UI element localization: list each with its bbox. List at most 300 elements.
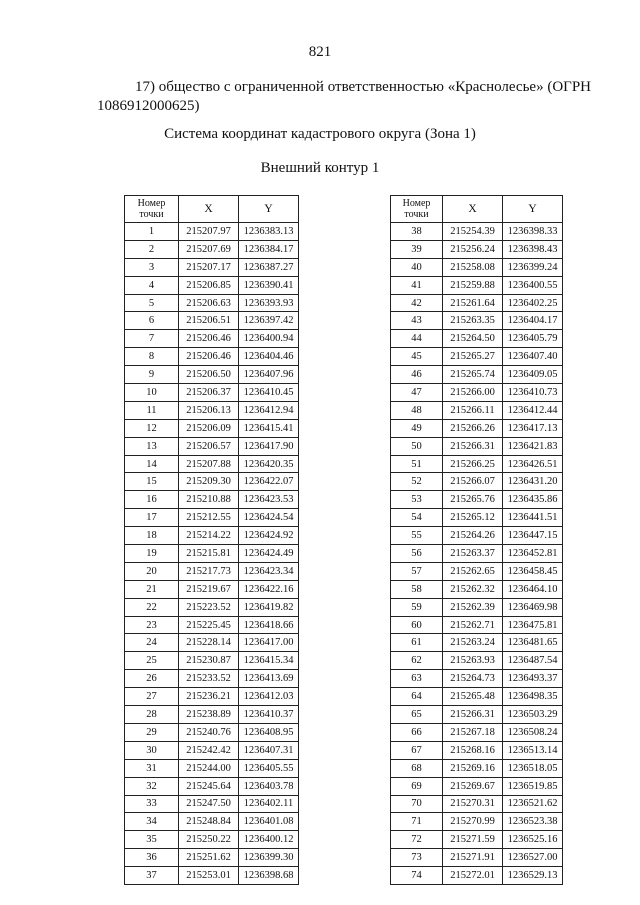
point-number-cell: 64 <box>391 688 443 706</box>
y-coordinate-cell: 1236508.24 <box>503 723 563 741</box>
table-row <box>391 545 563 563</box>
table-row <box>125 831 299 849</box>
y-coordinate-cell: 1236529.13 <box>503 867 563 885</box>
x-coordinate-cell: 215238.89 <box>179 706 239 724</box>
point-number-cell: 22 <box>125 598 179 616</box>
table-row <box>125 723 299 741</box>
point-number-cell: 40 <box>391 258 443 276</box>
point-number-cell: 33 <box>125 795 179 813</box>
y-coordinate-cell: 1236431.20 <box>503 473 563 491</box>
point-number-cell: 42 <box>391 294 443 312</box>
y-coordinate-cell: 1236423.53 <box>239 491 299 509</box>
y-coordinate-cell: 1236404.46 <box>239 348 299 366</box>
x-coordinate-cell: 215207.69 <box>179 240 239 258</box>
table-row <box>391 348 563 366</box>
y-coordinate-cell: 1236458.45 <box>503 562 563 580</box>
y-coordinate-cell: 1236423.34 <box>239 562 299 580</box>
table-row <box>125 294 299 312</box>
x-coordinate-cell: 215217.73 <box>179 562 239 580</box>
header-point-number: Номер точки <box>125 196 179 223</box>
table-row <box>391 831 563 849</box>
x-coordinate-cell: 215258.08 <box>443 258 503 276</box>
x-coordinate-cell: 215256.24 <box>443 240 503 258</box>
table-row <box>391 491 563 509</box>
y-coordinate-cell: 1236405.79 <box>503 330 563 348</box>
point-number-cell: 1 <box>125 223 179 241</box>
y-coordinate-cell: 1236521.62 <box>503 795 563 813</box>
table-row <box>391 384 563 402</box>
header-x: X <box>443 196 503 223</box>
point-number-cell: 46 <box>391 366 443 384</box>
y-coordinate-cell: 1236412.03 <box>239 688 299 706</box>
x-coordinate-cell: 215263.35 <box>443 312 503 330</box>
table-row <box>125 509 299 527</box>
y-coordinate-cell: 1236383.13 <box>239 223 299 241</box>
y-coordinate-cell: 1236399.30 <box>239 849 299 867</box>
y-coordinate-cell: 1236415.41 <box>239 419 299 437</box>
x-coordinate-cell: 215209.30 <box>179 473 239 491</box>
table-row <box>125 813 299 831</box>
table-row <box>125 258 299 276</box>
x-coordinate-cell: 215265.27 <box>443 348 503 366</box>
y-coordinate-cell: 1236518.05 <box>503 759 563 777</box>
y-coordinate-cell: 1236407.31 <box>239 741 299 759</box>
x-coordinate-cell: 215263.24 <box>443 634 503 652</box>
x-coordinate-cell: 215228.14 <box>179 634 239 652</box>
table-header-row <box>125 196 299 223</box>
table-row <box>125 759 299 777</box>
y-coordinate-cell: 1236400.55 <box>503 276 563 294</box>
table-row <box>391 777 563 795</box>
y-coordinate-cell: 1236422.07 <box>239 473 299 491</box>
table-row <box>125 616 299 634</box>
x-coordinate-cell: 215262.39 <box>443 598 503 616</box>
y-coordinate-cell: 1236413.69 <box>239 670 299 688</box>
y-coordinate-cell: 1236417.00 <box>239 634 299 652</box>
header-point-number: Номер точки <box>391 196 443 223</box>
table-row <box>391 366 563 384</box>
x-coordinate-cell: 215266.31 <box>443 706 503 724</box>
y-coordinate-cell: 1236415.34 <box>239 652 299 670</box>
point-number-cell: 65 <box>391 706 443 724</box>
table-row <box>125 670 299 688</box>
y-coordinate-cell: 1236503.29 <box>503 706 563 724</box>
point-number-cell: 25 <box>125 652 179 670</box>
y-coordinate-cell: 1236421.83 <box>503 437 563 455</box>
x-coordinate-cell: 215206.46 <box>179 348 239 366</box>
point-number-cell: 69 <box>391 777 443 795</box>
point-number-cell: 32 <box>125 777 179 795</box>
y-coordinate-cell: 1236424.92 <box>239 527 299 545</box>
point-number-cell: 61 <box>391 634 443 652</box>
table-row <box>391 723 563 741</box>
table-row <box>125 652 299 670</box>
x-coordinate-cell: 215244.00 <box>179 759 239 777</box>
y-coordinate-cell: 1236399.24 <box>503 258 563 276</box>
table-row <box>125 437 299 455</box>
table-row <box>125 795 299 813</box>
table-row <box>391 294 563 312</box>
y-coordinate-cell: 1236407.40 <box>503 348 563 366</box>
y-coordinate-cell: 1236405.55 <box>239 759 299 777</box>
x-coordinate-cell: 215271.91 <box>443 849 503 867</box>
y-coordinate-cell: 1236400.12 <box>239 831 299 849</box>
x-coordinate-cell: 215242.42 <box>179 741 239 759</box>
table-row <box>391 849 563 867</box>
point-number-cell: 70 <box>391 795 443 813</box>
table-row <box>391 616 563 634</box>
table-row <box>125 223 299 241</box>
table-row <box>391 634 563 652</box>
point-number-cell: 52 <box>391 473 443 491</box>
table-row <box>125 330 299 348</box>
x-coordinate-cell: 215250.22 <box>179 831 239 849</box>
x-coordinate-cell: 215254.39 <box>443 223 503 241</box>
organization-line-2: 1086912000625) <box>97 98 200 114</box>
table-row <box>391 741 563 759</box>
point-number-cell: 58 <box>391 580 443 598</box>
point-number-cell: 12 <box>125 419 179 437</box>
point-number-cell: 51 <box>391 455 443 473</box>
point-number-cell: 60 <box>391 616 443 634</box>
point-number-cell: 26 <box>125 670 179 688</box>
table-row <box>391 706 563 724</box>
x-coordinate-cell: 215236.21 <box>179 688 239 706</box>
x-coordinate-cell: 215268.16 <box>443 741 503 759</box>
y-coordinate-cell: 1236398.43 <box>503 240 563 258</box>
point-number-cell: 6 <box>125 312 179 330</box>
point-number-cell: 53 <box>391 491 443 509</box>
x-coordinate-cell: 215207.97 <box>179 223 239 241</box>
x-coordinate-cell: 215207.17 <box>179 258 239 276</box>
x-coordinate-cell: 215267.18 <box>443 723 503 741</box>
table-row <box>391 670 563 688</box>
table-row <box>391 330 563 348</box>
y-coordinate-cell: 1236402.11 <box>239 795 299 813</box>
y-coordinate-cell: 1236384.17 <box>239 240 299 258</box>
point-number-cell: 16 <box>125 491 179 509</box>
x-coordinate-cell: 215248.84 <box>179 813 239 831</box>
point-number-cell: 7 <box>125 330 179 348</box>
coordinate-system-title: Система координат кадастрового округа (Зона 1) <box>164 126 476 142</box>
x-coordinate-cell: 215259.88 <box>443 276 503 294</box>
point-number-cell: 34 <box>125 813 179 831</box>
table-row <box>125 777 299 795</box>
table-row <box>125 455 299 473</box>
x-coordinate-cell: 215206.46 <box>179 330 239 348</box>
table-row <box>391 509 563 527</box>
point-number-cell: 11 <box>125 401 179 419</box>
table-row <box>391 437 563 455</box>
table-row <box>391 688 563 706</box>
table-row <box>391 527 563 545</box>
table-row <box>125 545 299 563</box>
point-number-cell: 21 <box>125 580 179 598</box>
y-coordinate-cell: 1236387.27 <box>239 258 299 276</box>
table-row <box>125 384 299 402</box>
point-number-cell: 14 <box>125 455 179 473</box>
point-number-cell: 4 <box>125 276 179 294</box>
table-row <box>391 867 563 885</box>
point-number-cell: 50 <box>391 437 443 455</box>
table-row <box>391 652 563 670</box>
y-coordinate-cell: 1236417.90 <box>239 437 299 455</box>
x-coordinate-cell: 215253.01 <box>179 867 239 885</box>
y-coordinate-cell: 1236481.65 <box>503 634 563 652</box>
table-row <box>391 258 563 276</box>
point-number-cell: 31 <box>125 759 179 777</box>
x-coordinate-cell: 215266.00 <box>443 384 503 402</box>
table-row <box>125 867 299 885</box>
x-coordinate-cell: 215251.62 <box>179 849 239 867</box>
point-number-cell: 47 <box>391 384 443 402</box>
x-coordinate-cell: 215266.31 <box>443 437 503 455</box>
y-coordinate-cell: 1236402.25 <box>503 294 563 312</box>
x-coordinate-cell: 215206.50 <box>179 366 239 384</box>
y-coordinate-cell: 1236525.16 <box>503 831 563 849</box>
point-number-cell: 63 <box>391 670 443 688</box>
x-coordinate-cell: 215207.88 <box>179 455 239 473</box>
table-row <box>125 634 299 652</box>
point-number-cell: 10 <box>125 384 179 402</box>
table-body-right <box>391 223 563 885</box>
point-number-cell: 54 <box>391 509 443 527</box>
coordinates-table-left <box>124 195 299 885</box>
table-row <box>391 401 563 419</box>
x-coordinate-cell: 215230.87 <box>179 652 239 670</box>
table-body-left <box>125 223 299 885</box>
y-coordinate-cell: 1236487.54 <box>503 652 563 670</box>
x-coordinate-cell: 215206.51 <box>179 312 239 330</box>
x-coordinate-cell: 215266.11 <box>443 401 503 419</box>
x-coordinate-cell: 215206.09 <box>179 419 239 437</box>
x-coordinate-cell: 215272.01 <box>443 867 503 885</box>
y-coordinate-cell: 1236519.85 <box>503 777 563 795</box>
x-coordinate-cell: 215265.76 <box>443 491 503 509</box>
table-row <box>125 348 299 366</box>
y-coordinate-cell: 1236398.33 <box>503 223 563 241</box>
x-coordinate-cell: 215206.37 <box>179 384 239 402</box>
table-row <box>391 795 563 813</box>
x-coordinate-cell: 215262.71 <box>443 616 503 634</box>
point-number-cell: 9 <box>125 366 179 384</box>
point-number-cell: 66 <box>391 723 443 741</box>
x-coordinate-cell: 215206.57 <box>179 437 239 455</box>
y-coordinate-cell: 1236390.41 <box>239 276 299 294</box>
x-coordinate-cell: 215262.65 <box>443 562 503 580</box>
table-row <box>125 401 299 419</box>
y-coordinate-cell: 1236408.95 <box>239 723 299 741</box>
point-number-cell: 30 <box>125 741 179 759</box>
y-coordinate-cell: 1236424.54 <box>239 509 299 527</box>
x-coordinate-cell: 215206.63 <box>179 294 239 312</box>
table-row <box>391 562 563 580</box>
x-coordinate-cell: 215263.37 <box>443 545 503 563</box>
y-coordinate-cell: 1236397.42 <box>239 312 299 330</box>
table-row <box>391 312 563 330</box>
y-coordinate-cell: 1236424.49 <box>239 545 299 563</box>
organization-line-1: 17) общество с ограниченной ответственностью «Краснолесье» (ОГРН <box>135 79 592 95</box>
x-coordinate-cell: 215245.64 <box>179 777 239 795</box>
point-number-cell: 28 <box>125 706 179 724</box>
y-coordinate-cell: 1236409.05 <box>503 366 563 384</box>
point-number-cell: 73 <box>391 849 443 867</box>
y-coordinate-cell: 1236493.37 <box>503 670 563 688</box>
point-number-cell: 71 <box>391 813 443 831</box>
point-number-cell: 18 <box>125 527 179 545</box>
point-number-cell: 20 <box>125 562 179 580</box>
x-coordinate-cell: 215240.76 <box>179 723 239 741</box>
organization-heading <box>97 78 597 116</box>
x-coordinate-cell: 215263.93 <box>443 652 503 670</box>
y-coordinate-cell: 1236527.00 <box>503 849 563 867</box>
y-coordinate-cell: 1236420.35 <box>239 455 299 473</box>
point-number-cell: 13 <box>125 437 179 455</box>
x-coordinate-cell: 215262.32 <box>443 580 503 598</box>
coordinates-table-right <box>390 195 563 885</box>
point-number-cell: 67 <box>391 741 443 759</box>
y-coordinate-cell: 1236422.16 <box>239 580 299 598</box>
y-coordinate-cell: 1236435.86 <box>503 491 563 509</box>
table-row <box>391 813 563 831</box>
y-coordinate-cell: 1236417.13 <box>503 419 563 437</box>
table-row <box>125 849 299 867</box>
point-number-cell: 59 <box>391 598 443 616</box>
y-coordinate-cell: 1236410.45 <box>239 384 299 402</box>
x-coordinate-cell: 215264.26 <box>443 527 503 545</box>
point-number-cell: 8 <box>125 348 179 366</box>
point-number-cell: 74 <box>391 867 443 885</box>
header-y: Y <box>239 196 299 223</box>
y-coordinate-cell: 1236498.35 <box>503 688 563 706</box>
x-coordinate-cell: 215265.12 <box>443 509 503 527</box>
y-coordinate-cell: 1236398.68 <box>239 867 299 885</box>
header-y: Y <box>503 196 563 223</box>
x-coordinate-cell: 215266.25 <box>443 455 503 473</box>
table-row <box>125 276 299 294</box>
y-coordinate-cell: 1236513.14 <box>503 741 563 759</box>
y-coordinate-cell: 1236404.17 <box>503 312 563 330</box>
y-coordinate-cell: 1236407.96 <box>239 366 299 384</box>
x-coordinate-cell: 215269.67 <box>443 777 503 795</box>
table-row <box>125 491 299 509</box>
point-number-cell: 37 <box>125 867 179 885</box>
y-coordinate-cell: 1236447.15 <box>503 527 563 545</box>
table-row <box>125 419 299 437</box>
x-coordinate-cell: 215269.16 <box>443 759 503 777</box>
y-coordinate-cell: 1236523.38 <box>503 813 563 831</box>
point-number-cell: 19 <box>125 545 179 563</box>
x-coordinate-cell: 215215.81 <box>179 545 239 563</box>
point-number-cell: 49 <box>391 419 443 437</box>
x-coordinate-cell: 215223.52 <box>179 598 239 616</box>
x-coordinate-cell: 215206.85 <box>179 276 239 294</box>
table-row <box>125 366 299 384</box>
point-number-cell: 45 <box>391 348 443 366</box>
y-coordinate-cell: 1236426.51 <box>503 455 563 473</box>
table-row <box>391 223 563 241</box>
point-number-cell: 3 <box>125 258 179 276</box>
y-coordinate-cell: 1236419.82 <box>239 598 299 616</box>
point-number-cell: 62 <box>391 652 443 670</box>
y-coordinate-cell: 1236410.37 <box>239 706 299 724</box>
table-row <box>125 527 299 545</box>
y-coordinate-cell: 1236412.44 <box>503 401 563 419</box>
table-row <box>125 562 299 580</box>
y-coordinate-cell: 1236401.08 <box>239 813 299 831</box>
table-row <box>391 473 563 491</box>
x-coordinate-cell: 215212.55 <box>179 509 239 527</box>
table-row <box>125 706 299 724</box>
x-coordinate-cell: 215233.52 <box>179 670 239 688</box>
y-coordinate-cell: 1236418.66 <box>239 616 299 634</box>
point-number-cell: 57 <box>391 562 443 580</box>
x-coordinate-cell: 215266.26 <box>443 419 503 437</box>
x-coordinate-cell: 215264.73 <box>443 670 503 688</box>
table-row <box>391 455 563 473</box>
point-number-cell: 35 <box>125 831 179 849</box>
x-coordinate-cell: 215225.45 <box>179 616 239 634</box>
point-number-cell: 5 <box>125 294 179 312</box>
contour-title: Внешний контур 1 <box>260 160 380 176</box>
x-coordinate-cell: 215270.31 <box>443 795 503 813</box>
table-row <box>125 580 299 598</box>
table-row <box>391 580 563 598</box>
table-row <box>125 688 299 706</box>
point-number-cell: 38 <box>391 223 443 241</box>
y-coordinate-cell: 1236410.73 <box>503 384 563 402</box>
x-coordinate-cell: 215206.13 <box>179 401 239 419</box>
y-coordinate-cell: 1236464.10 <box>503 580 563 598</box>
x-coordinate-cell: 215247.50 <box>179 795 239 813</box>
table-row <box>391 276 563 294</box>
x-coordinate-cell: 215264.50 <box>443 330 503 348</box>
point-number-cell: 24 <box>125 634 179 652</box>
point-number-cell: 43 <box>391 312 443 330</box>
header-x: X <box>179 196 239 223</box>
point-number-cell: 56 <box>391 545 443 563</box>
x-coordinate-cell: 215265.48 <box>443 688 503 706</box>
point-number-cell: 55 <box>391 527 443 545</box>
point-number-cell: 2 <box>125 240 179 258</box>
point-number-cell: 27 <box>125 688 179 706</box>
page-number: 821 <box>308 44 332 60</box>
table-row <box>125 312 299 330</box>
point-number-cell: 23 <box>125 616 179 634</box>
point-number-cell: 17 <box>125 509 179 527</box>
x-coordinate-cell: 215219.67 <box>179 580 239 598</box>
y-coordinate-cell: 1236400.94 <box>239 330 299 348</box>
point-number-cell: 68 <box>391 759 443 777</box>
y-coordinate-cell: 1236452.81 <box>503 545 563 563</box>
table-row <box>391 419 563 437</box>
table-row <box>391 240 563 258</box>
table-row <box>125 473 299 491</box>
y-coordinate-cell: 1236475.81 <box>503 616 563 634</box>
point-number-cell: 41 <box>391 276 443 294</box>
table-row <box>391 759 563 777</box>
x-coordinate-cell: 215265.74 <box>443 366 503 384</box>
point-number-cell: 48 <box>391 401 443 419</box>
point-number-cell: 72 <box>391 831 443 849</box>
y-coordinate-cell: 1236412.94 <box>239 401 299 419</box>
y-coordinate-cell: 1236393.93 <box>239 294 299 312</box>
x-coordinate-cell: 215261.64 <box>443 294 503 312</box>
point-number-cell: 44 <box>391 330 443 348</box>
x-coordinate-cell: 215210.88 <box>179 491 239 509</box>
point-number-cell: 29 <box>125 723 179 741</box>
table-header-row <box>391 196 563 223</box>
